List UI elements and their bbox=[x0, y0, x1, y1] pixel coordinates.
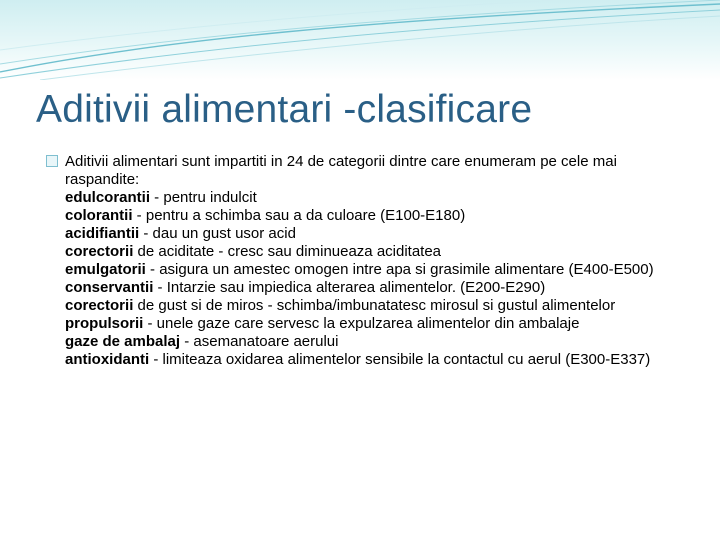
category-description: - unele gaze care servesc la expulzarea alimentelor din ambalaje bbox=[143, 315, 580, 332]
category-description: - asigura un amestec omogen intre apa si grasimile alimentare (E400-E500) bbox=[145, 261, 654, 278]
square-bullet-icon bbox=[46, 155, 58, 167]
category-description: - pentru a schimba sau a da culoare (E100-E180) bbox=[132, 207, 466, 224]
category-list bbox=[46, 189, 686, 369]
content-body bbox=[46, 153, 686, 369]
category-term: corectorii bbox=[65, 243, 134, 260]
category-description: - asemanatoare aerului bbox=[180, 333, 339, 350]
category-item bbox=[46, 261, 686, 279]
category-term: antioxidanti bbox=[65, 351, 150, 368]
decorative-waves bbox=[0, 0, 720, 80]
category-item bbox=[46, 207, 686, 225]
category-term: colorantii bbox=[65, 207, 133, 224]
category-term: corectorii bbox=[65, 297, 134, 314]
category-description: - limiteaza oxidarea alimentelor sensibile la contactul cu aerul (E300-E337) bbox=[149, 351, 651, 368]
category-item bbox=[46, 297, 686, 315]
category-item bbox=[46, 225, 686, 243]
category-term: propulsorii bbox=[65, 315, 144, 332]
category-description: - pentru indulcit bbox=[150, 189, 257, 206]
category-item bbox=[46, 189, 686, 207]
category-description: de aciditate - cresc sau diminueaza aciditatea bbox=[133, 243, 442, 260]
category-term: gaze de ambalaj bbox=[65, 333, 181, 350]
category-description: - Intarzie sau impiedica alterarea alimentelor. (E200-E290) bbox=[153, 279, 546, 296]
category-term: emulgatorii bbox=[65, 261, 146, 278]
slide-title: Aditivii alimentari -clasificare bbox=[36, 88, 533, 131]
category-description: - dau un gust usor acid bbox=[139, 225, 296, 242]
category-item bbox=[46, 279, 686, 297]
category-item bbox=[46, 243, 686, 261]
category-item bbox=[46, 333, 686, 351]
category-item bbox=[46, 315, 686, 333]
category-term: edulcorantii bbox=[65, 189, 151, 206]
intro-paragraph bbox=[46, 153, 686, 189]
intro-text: Aditivii alimentari sunt impartiti in 24 de categorii dintre care enumeram pe cele mai raspandite: bbox=[65, 153, 617, 188]
category-term: acidifiantii bbox=[65, 225, 140, 242]
category-term: conservantii bbox=[65, 279, 154, 296]
category-item bbox=[46, 351, 686, 369]
category-description: de gust si de miros - schimba/imbunatatesc mirosul si gustul alimentelor bbox=[133, 297, 616, 314]
